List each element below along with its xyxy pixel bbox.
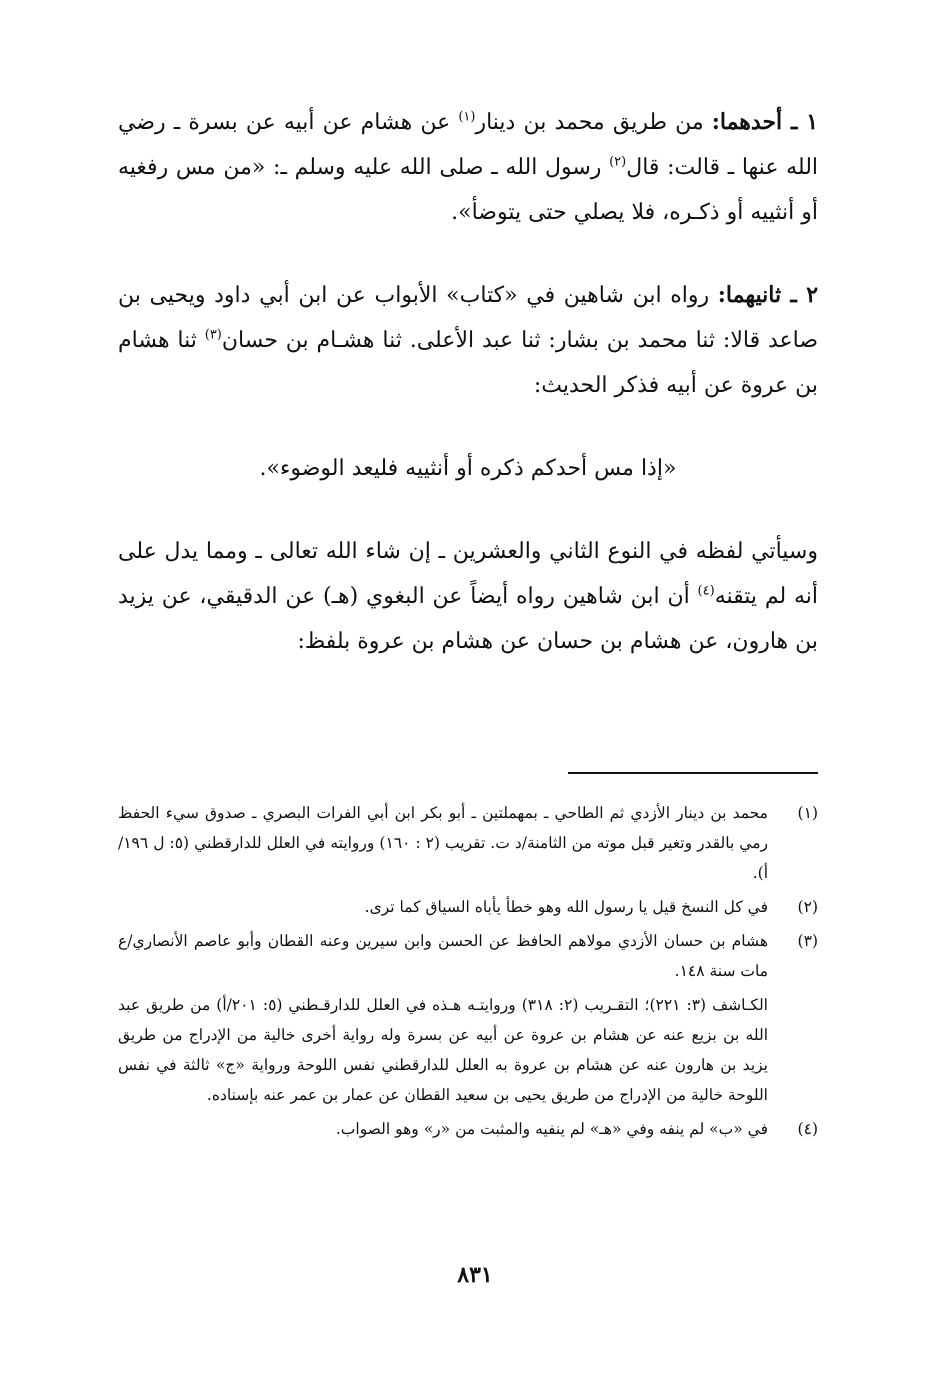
footnote-ref-2[interactable]: (٢) bbox=[609, 154, 627, 170]
footnote-number: (١) bbox=[797, 804, 818, 822]
paragraph-2-text-b: ثنا هشام بن عروة عن أبيه فذكر الحديث: bbox=[118, 328, 818, 398]
footnote-ref-4[interactable]: (٤) bbox=[697, 583, 715, 599]
paragraph-3 bbox=[118, 529, 818, 664]
footnote-3 bbox=[118, 926, 818, 986]
footnote-number: (٤) bbox=[797, 1120, 818, 1138]
footnote-text: في «ب» لم ينفه وفي «هـ» لم ينفيه والمثبت من «ر» وهو الصواب. bbox=[335, 1120, 768, 1138]
paragraph-3-text-b: أن ابن شاهين رواه أيضاً عن البغوي (هـ) عن الدقيقي، عن يزيد بن هارون، عن هشام بن حسان عن هشام بن عروة بلفظ: bbox=[118, 584, 818, 654]
footnotes bbox=[118, 798, 818, 1148]
paragraph-1-text-b: عن هشام عن أبيه عن بسرة ـ رضي الله عنها ـ قالت: قال bbox=[118, 110, 819, 180]
footnote-text: في كل النسخ قيل يا رسول الله وهو خطأ يأباه السياق كما ترى. bbox=[364, 898, 768, 916]
page-number: ٨٣١ bbox=[457, 1262, 493, 1288]
footnote-4 bbox=[118, 1114, 818, 1144]
paragraph-2-lead: ٢ ـ ثانيهما: bbox=[717, 282, 819, 308]
footnote-text: هشام بن حسان الأزدي مولاهم الحافظ عن الحسن وابن سيرين وعنه القطان وأبو عاصم الأنصاري/ع مات سنة ١٤٨. bbox=[118, 932, 768, 980]
paragraph-2-text-a: رواه ابن شاهين في «كتاب» الأبواب عن ابن أبي داود ويحيى بن صاعد قالا: ثنا محمد بن بشار: ثنا عبد الأعلى. ثنا هشـام بن حسان bbox=[118, 283, 818, 353]
footnote-1 bbox=[118, 798, 818, 888]
footnote-number: (٣) bbox=[797, 932, 818, 950]
footnote-separator bbox=[568, 772, 818, 774]
footnote-3-continuation: الكـاشف (٣: ٢٢١)؛ التقـريب (٢: ٣١٨) وروايتـه هـذه في العلل للدارقـطني (٥: ٢٠١/أ) من طريق عبد الله بن بزيع عنه عن هشام بن عروة عن أبيه عن بسرة وله رواية أخرى خالية من الإدراج من طريق يزيد بن هارون عنه عن هشام بن عروة به العلل للدارقطني نفس اللوحة ورواية «ج» ثالثة في نفس اللوحة خالية من الإدراج من طريق يحيى بن سعيد القطان عن عمار بن عمر عنه بإسناده. bbox=[118, 996, 768, 1104]
paragraph-1-text-c: رسول الله ـ صلى الله عليه وسلم ـ: «من مس رفغيه أو أنثييه أو ذكـره، فلا يصلي حتى يتوضأ». bbox=[118, 155, 818, 225]
footnote-text: محمد بن دينار الأزدي ثم الطاحي ـ بمهملتين ـ أبو بكر ابن أبي الفرات البصري ـ صدوق سيء الحفظ رمي بالقدر وتغير قبل موته من الثامنة/د ت. تقريب (٢ : ١٦٠) وروايته في العلل للدارقطني (٥: ل ١٩٦/أ). bbox=[118, 804, 768, 882]
paragraph-1-text-a: من طريق محمد بن دينار bbox=[475, 110, 712, 135]
paragraph-1 bbox=[118, 100, 818, 235]
paragraph-2 bbox=[118, 273, 818, 408]
footnote-2 bbox=[118, 892, 818, 922]
hadith-quote: «إذا مس أحدكم ذكره أو أنثييه فليعد الوضوء». bbox=[259, 456, 677, 481]
footnote-number: (٢) bbox=[797, 898, 818, 916]
paragraph-3-text-a: وسيأتي لفظه في النوع الثاني والعشرين ـ إن شاء الله تعالى ـ ومما يدل على أنه لم يتقنه bbox=[118, 539, 819, 609]
footnote-ref-1[interactable]: (١) bbox=[458, 109, 476, 125]
footnote-ref-3[interactable]: (٣) bbox=[204, 327, 222, 343]
main-text bbox=[118, 100, 818, 664]
paragraph-1-lead: ١ ـ أحدهما: bbox=[711, 109, 819, 135]
